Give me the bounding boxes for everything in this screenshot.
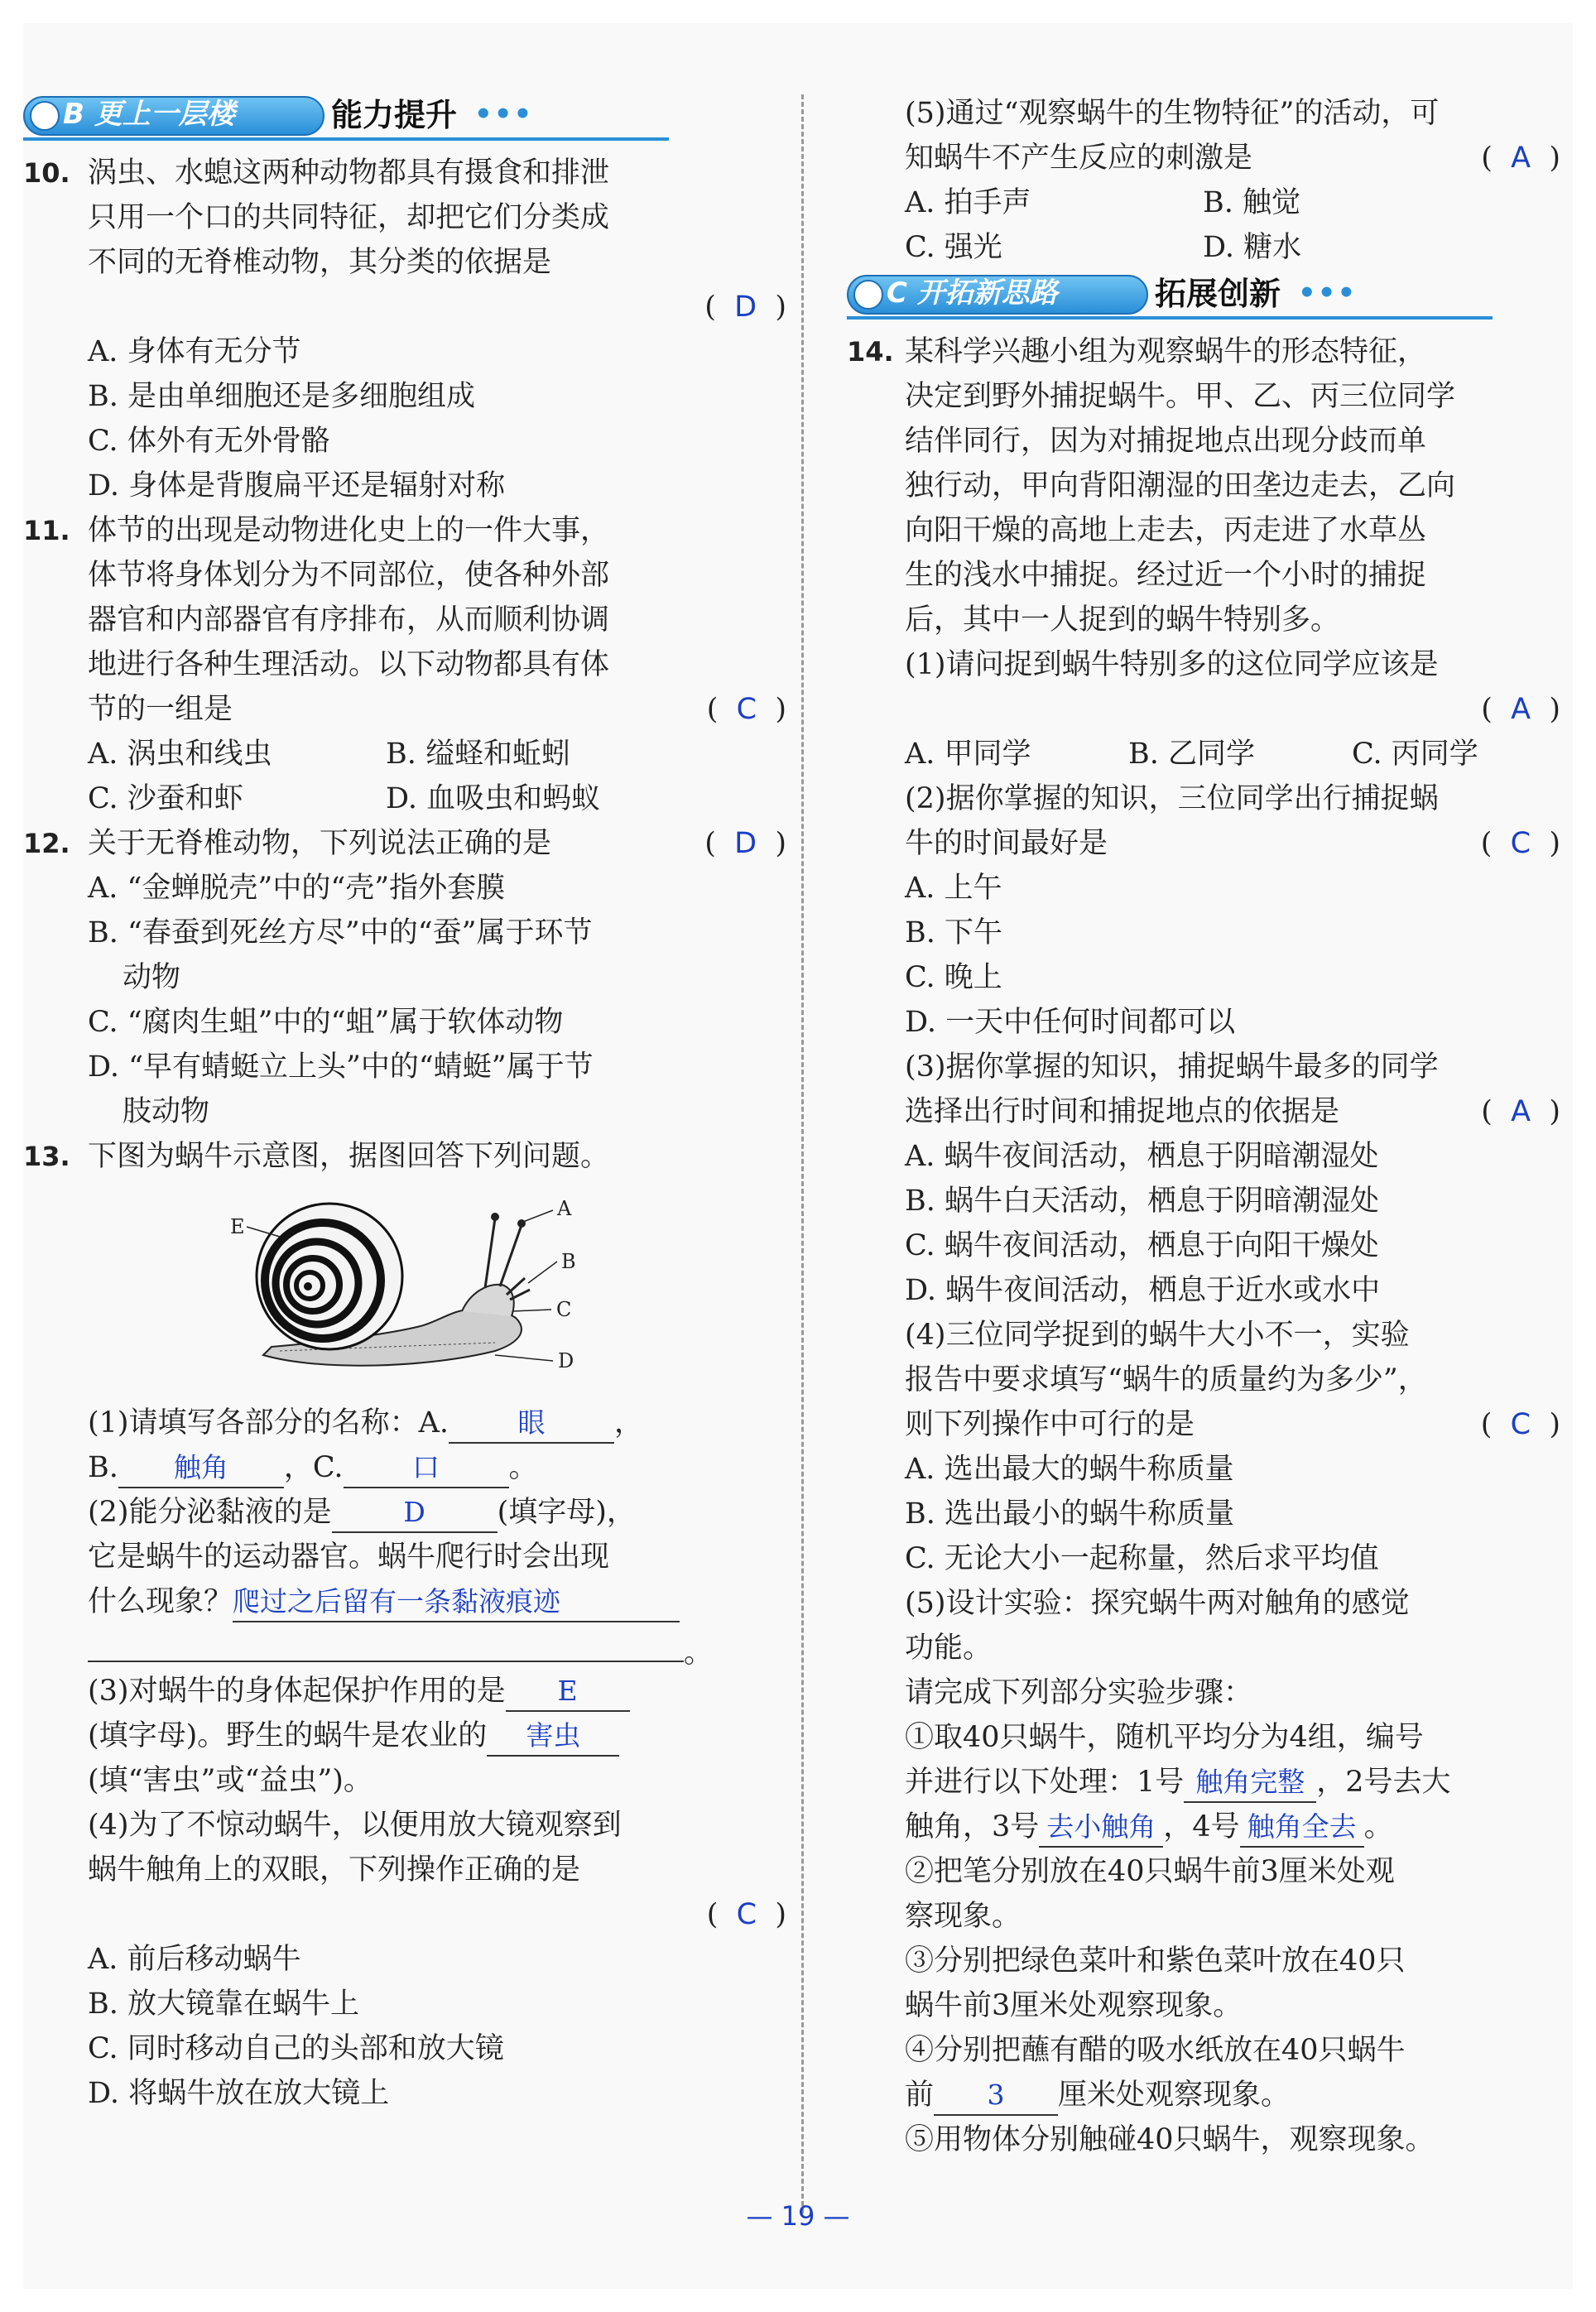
step-text: ②把笔分别放在40只蜗牛前3厘米处观 xyxy=(905,1855,1395,1888)
option: B. 乙同学 xyxy=(1128,738,1255,771)
question-text: (填“害虫”或“益虫”)。 xyxy=(88,1764,373,1797)
answer-paren: ( C ) xyxy=(1480,1408,1560,1441)
figure-label-c: C xyxy=(556,1298,572,1321)
question-number: 10. xyxy=(23,157,70,189)
option-continued: 动物 xyxy=(123,961,181,994)
question-text: 报告中要求填写“蜗牛的质量约为多少”， xyxy=(905,1363,1427,1396)
question-text: 。 xyxy=(684,1637,714,1670)
option: D. 糖水 xyxy=(1203,231,1302,264)
blank-shell: E xyxy=(506,1674,630,1712)
question-text: 决定到野外捕捉蜗牛。甲、乙、丙三位同学 xyxy=(905,380,1456,413)
question-text: 结伴同行，因为对捕捉地点出现分歧而单 xyxy=(905,425,1427,458)
snail-illustration xyxy=(222,1185,586,1384)
question-text: 关于无脊椎动物，下列说法正确的是 xyxy=(88,827,552,860)
question-14-parts xyxy=(905,642,1567,2162)
question-text: 体节将身体划分为不同部位，使各种外部 xyxy=(88,559,610,592)
section-c-label: C 开拓新思路 xyxy=(887,276,1058,310)
answer-paren: ( D ) xyxy=(704,291,786,324)
question-text: 请完成下列部分实验步骤： xyxy=(905,1676,1253,1709)
question-text: (填字母)， xyxy=(497,1496,636,1529)
option: D. 身体是背腹扁平还是辐射对称 xyxy=(88,469,506,502)
question-text: 地进行各种生理活动。以下动物都具有体 xyxy=(88,648,610,681)
question-number: 14. xyxy=(847,336,894,368)
circle-icon xyxy=(853,280,883,310)
step-text: 厘米处观察现象。 xyxy=(1058,2079,1291,2112)
step-text: ①取40只蜗牛，随机平均分为4组，编号 xyxy=(905,1721,1424,1754)
section-b-rule xyxy=(23,137,669,141)
option: C. 丙同学 xyxy=(1352,738,1478,771)
question-13-part-5 xyxy=(905,91,1567,270)
answer-paren: ( C ) xyxy=(706,693,786,726)
option: A. 选出最大的蜗牛称质量 xyxy=(905,1453,1234,1486)
question-text: 下图为蜗牛示意图，据图回答下列问题。 xyxy=(88,1140,610,1173)
question-text: 涡虫、水螅这两种动物都具有摄食和排泄 xyxy=(88,156,610,190)
step-text: 蜗牛前3厘米处观察现象。 xyxy=(905,1989,1243,2022)
question-text: (5)通过“观察蜗牛的生物特征”的活动，可 xyxy=(905,97,1440,130)
option: A. 甲同学 xyxy=(905,738,1031,771)
step-text: ，4号 xyxy=(1163,1810,1240,1843)
option: A. 拍手声 xyxy=(905,186,1031,219)
column-divider xyxy=(801,94,804,2213)
question-text: ，C. xyxy=(283,1451,344,1484)
question-text: (3)据你掌握的知识，捕捉蜗牛最多的同学 xyxy=(905,1050,1439,1084)
question-text: 独行动，甲向背阳潮湿的田垄边走去，乙向 xyxy=(905,469,1456,502)
step-text: ③分别把绿色菜叶和紫色菜叶放在40只 xyxy=(905,1944,1406,1978)
question-text: (1)请问捉到蜗牛特别多的这位同学应该是 xyxy=(905,648,1439,681)
page-number: — 19 — xyxy=(746,2200,850,2232)
snail-figure xyxy=(23,1185,793,1392)
answer-paren: ( C ) xyxy=(706,1898,786,1931)
question-number: 12. xyxy=(23,828,70,859)
figure-label-e: E xyxy=(230,1215,245,1238)
answer-paren: ( D ) xyxy=(704,827,786,860)
section-c-title: 拓展创新 xyxy=(1155,276,1281,312)
left-column xyxy=(23,91,793,2116)
question-text: 后，其中一人捉到的蜗牛特别多。 xyxy=(905,603,1340,637)
question-text: (2)据你掌握的知识，三位同学出行捕捉蜗 xyxy=(905,782,1439,815)
question-12 xyxy=(23,821,793,1134)
option: A. 蜗牛夜间活动，栖息于阴暗潮湿处 xyxy=(905,1140,1379,1173)
answer: A xyxy=(1511,142,1531,175)
question-text: 向阳干燥的高地上走去，丙走进了水草丛 xyxy=(905,514,1427,547)
option: A. “金蝉脱壳”中的“壳”指外套膜 xyxy=(88,872,506,905)
section-b-title: 能力提升 xyxy=(331,97,458,133)
question-14 xyxy=(847,329,1567,642)
question-text: 体节的出现是动物进化史上的一件大事， xyxy=(88,514,610,547)
option: D. “早有蜻蜓立上头”中的“蜻蜓”属于节 xyxy=(88,1050,594,1084)
answer-paren: ( C ) xyxy=(1480,827,1560,860)
option: C. 蜗牛夜间活动，栖息于向阳干燥处 xyxy=(905,1229,1379,1262)
question-text: 只用一个口的共同特征，却把它们分类成 xyxy=(88,201,610,234)
answer-paren: ( A ) xyxy=(1481,693,1560,726)
question-text: 生的浅水中捕捉。经过近一个小时的捕捉 xyxy=(905,559,1427,592)
step-text: 前 xyxy=(905,2079,935,2112)
question-text: 牛的时间最好是 xyxy=(905,827,1108,860)
question-text: ， xyxy=(613,1406,643,1440)
step-text: 并进行以下处理：1号 xyxy=(905,1766,1185,1799)
blank-crawl: 爬过之后留有一条黏液痕迹 xyxy=(233,1584,680,1622)
answer: C xyxy=(1510,827,1531,860)
option: B. 蜗牛白天活动，栖息于阴暗潮湿处 xyxy=(905,1185,1379,1218)
option: B. 选出最小的蜗牛称质量 xyxy=(905,1497,1234,1531)
option: C. 无论大小一起称量，然后求平均值 xyxy=(905,1542,1379,1575)
question-text: 节的一组是 xyxy=(88,693,233,726)
answer: C xyxy=(736,1898,757,1931)
option: B. 下午 xyxy=(905,916,1002,949)
question-text: (4)为了不惊动蜗牛，以便用放大镜观察到 xyxy=(88,1809,622,1842)
question-text: B. xyxy=(88,1451,118,1484)
question-text: 某科学兴趣小组为观察蜗牛的形态特征， xyxy=(905,335,1427,368)
section-b-label: B 更上一层楼 xyxy=(63,98,235,131)
option: A. 涡虫和线虫 xyxy=(88,738,272,771)
question-text: (5)设计实验：探究蜗牛两对触角的感觉 xyxy=(905,1587,1410,1620)
option: A. 前后移动蜗牛 xyxy=(88,1943,301,1976)
blank-b: 触角 xyxy=(118,1450,284,1488)
answer: A xyxy=(1511,693,1531,726)
step-text: 。 xyxy=(1363,1810,1393,1843)
blank-distance: 3 xyxy=(934,2078,1058,2116)
section-c-rule xyxy=(847,316,1493,320)
step-text: 察现象。 xyxy=(905,1900,1022,1933)
option-continued: 肢动物 xyxy=(123,1095,210,1128)
blank-c: 口 xyxy=(344,1450,509,1488)
question-text: 它是蜗牛的运动器官。蜗牛爬行时会出现 xyxy=(88,1541,610,1574)
option: D. 蜗牛夜间活动，栖息于近水或水中 xyxy=(905,1274,1381,1307)
option: C. “腐肉生蛆”中的“蛆”属于软体动物 xyxy=(88,1006,564,1039)
blank-pest: 害虫 xyxy=(487,1718,619,1757)
step-text: 触角，3号 xyxy=(905,1810,1040,1843)
question-text: 不同的无脊椎动物，其分类的依据是 xyxy=(88,246,552,279)
blank-group-3: 去小触角 xyxy=(1039,1810,1163,1848)
question-text: 知蜗牛不产生反应的刺激是 xyxy=(905,142,1253,175)
option: D. 将蜗牛放在放大镜上 xyxy=(88,2077,390,2110)
question-text: 则下列操作中可行的是 xyxy=(905,1408,1195,1441)
question-text: 什么现象？ xyxy=(88,1585,233,1618)
option: C. 沙蚕和虾 xyxy=(88,782,243,815)
question-text: (1)请填写各部分的名称：A. xyxy=(88,1406,449,1440)
answer: D xyxy=(734,291,757,324)
option: B. 是由单细胞还是多细胞组成 xyxy=(88,380,475,413)
blank-line xyxy=(88,1624,684,1662)
answer: D xyxy=(734,827,757,860)
question-13 xyxy=(23,1134,793,2116)
option: A. 上午 xyxy=(905,872,1002,905)
option: C. 同时移动自己的头部和放大镜 xyxy=(88,2032,504,2065)
question-10 xyxy=(23,151,793,508)
answer: C xyxy=(736,693,757,726)
option: B. “春蚕到死丝方尽”中的“蚕”属于环节 xyxy=(88,916,593,949)
question-text: 功能。 xyxy=(905,1632,993,1665)
figure-label-d: D xyxy=(558,1349,574,1372)
figure-label-b: B xyxy=(561,1250,576,1273)
question-text: 。 xyxy=(508,1451,538,1484)
answer-paren: ( A ) xyxy=(1481,1095,1560,1128)
option: A. 身体有无分节 xyxy=(88,335,301,368)
question-number: 13. xyxy=(23,1141,70,1172)
question-text: 器官和内部器官有序排布，从而顺利协调 xyxy=(88,603,610,637)
circle-icon xyxy=(30,101,60,131)
step-text: ，2号去大 xyxy=(1316,1766,1451,1799)
blank-group-1: 触角完整 xyxy=(1184,1765,1316,1803)
dots-icon: ••• xyxy=(1298,276,1358,310)
question-text: (4)三位同学捉到的蜗牛大小不一，实验 xyxy=(905,1319,1410,1352)
option: B. 触觉 xyxy=(1203,186,1300,219)
workbook-page xyxy=(23,23,1573,2289)
question-text: (3)对蜗牛的身体起保护作用的是 xyxy=(88,1675,506,1708)
option: D. 一天中任何时间都可以 xyxy=(905,1006,1236,1039)
option: C. 晚上 xyxy=(905,961,1002,994)
section-b-banner xyxy=(23,91,793,142)
figure-label-a: A xyxy=(557,1197,572,1220)
question-text: (2)能分泌黏液的是 xyxy=(88,1496,332,1529)
question-text: 选择出行时间和捕捉地点的依据是 xyxy=(905,1095,1340,1128)
right-column xyxy=(847,91,1567,2162)
option: B. 放大镜靠在蜗牛上 xyxy=(88,1988,359,2021)
question-11 xyxy=(23,508,793,821)
option: C. 强光 xyxy=(905,231,1002,264)
option: D. 血吸虫和蚂蚁 xyxy=(386,782,601,815)
dots-icon: ••• xyxy=(474,98,534,131)
question-text: (填字母)。野生的蜗牛是农业的 xyxy=(88,1719,488,1752)
answer-paren: ( A ) xyxy=(1481,142,1560,175)
blank-mucus: D xyxy=(332,1495,498,1533)
option: C. 体外有无外骨骼 xyxy=(88,425,330,458)
answer: C xyxy=(1510,1408,1531,1441)
blank-a: 眼 xyxy=(449,1406,614,1444)
blank-group-4: 触角全去 xyxy=(1240,1810,1364,1848)
section-c-banner xyxy=(847,270,1567,321)
step-text: ⑤用物体分别触碰40只蜗牛，观察现象。 xyxy=(905,2123,1435,2156)
step-text: ④分别把蘸有醋的吸水纸放在40只蜗牛 xyxy=(905,2034,1406,2067)
option: B. 缢蛏和蚯蚓 xyxy=(386,738,570,771)
question-number: 11. xyxy=(23,515,70,546)
question-text: 蜗牛触角上的双眼，下列操作正确的是 xyxy=(88,1853,581,1887)
answer: A xyxy=(1511,1095,1531,1128)
